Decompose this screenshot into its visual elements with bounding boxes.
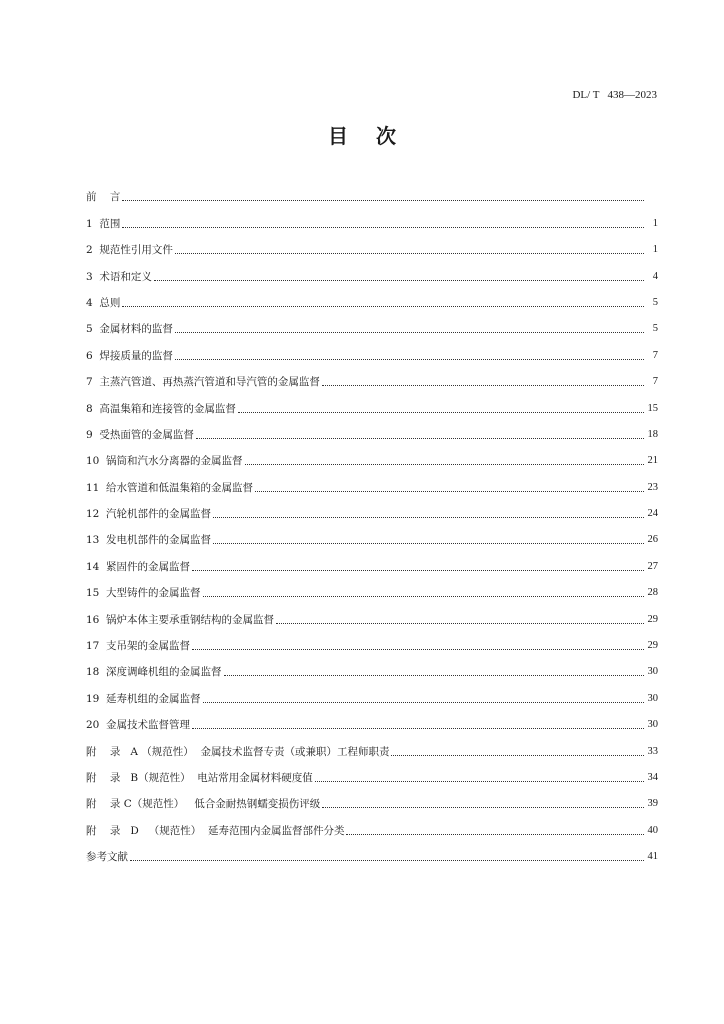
toc-leader-dots (224, 675, 644, 676)
toc-entry[interactable] (86, 204, 658, 230)
toc-entry-label: 3 术语和定义 (86, 270, 152, 283)
toc-entry-page: 29 (647, 613, 658, 625)
toc-entry[interactable] (86, 811, 658, 837)
toc-entry-label: 14 紧固件的金属监督 (86, 560, 191, 573)
toc-leader-dots (175, 332, 644, 333)
toc-entry-page: 5 (652, 296, 658, 308)
toc-leader-dots (346, 834, 644, 835)
toc-leader-dots (192, 649, 644, 650)
toc-entry-page: 41 (647, 851, 658, 863)
toc-entry[interactable] (86, 416, 658, 442)
toc-entry-page: 30 (647, 666, 658, 678)
document-code: DL/ T 438—2023 (572, 89, 657, 101)
toc-entry-label: 6 焊接质量的监督 (86, 349, 173, 362)
toc-entry-label: 12 汽轮机部件的金属监督 (86, 508, 212, 521)
toc-entry-page: 40 (647, 824, 658, 836)
toc-entry-label: 17 支吊架的金属监督 (86, 640, 191, 653)
toc-entry[interactable] (86, 706, 658, 732)
toc-entry-label: 8 高温集箱和连接管的金属监督 (86, 402, 236, 415)
toc-entry-label: 附 录 C（规范性） 低合金耐热钢蠕变损伤评级 (86, 798, 321, 811)
toc-leader-dots (154, 280, 644, 281)
toc-leader-dots (175, 359, 644, 360)
toc-entry[interactable] (86, 495, 658, 521)
toc-entry[interactable] (86, 336, 658, 362)
toc-entry[interactable] (86, 178, 658, 204)
toc-entry-page: 39 (647, 798, 658, 810)
toc-entry-label: 参考文献 (86, 851, 128, 864)
toc-entry-label: 10 锅筒和汽水分离器的金属监督 (86, 455, 243, 468)
toc-entry[interactable] (86, 257, 658, 283)
toc-entry[interactable] (86, 759, 658, 785)
toc-entry-page: 7 (652, 376, 658, 388)
toc-leader-dots (213, 543, 644, 544)
toc-entry-label: 16 锅炉本体主要承重钢结构的金属监督 (86, 613, 275, 626)
toc-entry[interactable] (86, 521, 658, 547)
toc-entry[interactable] (86, 231, 658, 257)
toc-leader-dots (192, 570, 644, 571)
toc-entry[interactable] (86, 547, 658, 573)
toc-leader-dots (122, 306, 644, 307)
toc-entry-page: 33 (647, 745, 658, 757)
toc-entry-label: 13 发电机部件的金属监督 (86, 534, 212, 547)
toc-leader-dots (203, 702, 644, 703)
toc-entry[interactable] (86, 363, 658, 389)
toc-entry[interactable] (86, 838, 658, 864)
toc-entry-label: 前 言 (86, 191, 121, 204)
toc-entry[interactable] (86, 653, 658, 679)
toc-entry[interactable] (86, 389, 658, 415)
toc-entry-page: 34 (647, 771, 658, 783)
toc-entry-label: 4 总则 (86, 296, 121, 309)
toc-entry-label: 附 录 A （规范性） 金属技术监督专责（或兼职）工程师职责 (86, 745, 390, 758)
toc-leader-dots (315, 781, 644, 782)
toc-entry[interactable] (86, 442, 658, 468)
toc-entry-page: 18 (647, 428, 658, 440)
toc-entry[interactable] (86, 679, 658, 705)
toc-leader-dots (122, 200, 644, 201)
toc-entry[interactable] (86, 284, 658, 310)
toc-entry[interactable] (86, 600, 658, 626)
toc-entry-page: 5 (652, 323, 658, 335)
toc-leader-dots (245, 464, 644, 465)
toc-leader-dots (322, 807, 644, 808)
toc-entry[interactable] (86, 732, 658, 758)
toc-entry-label: 11 给水管道和低温集箱的金属监督 (86, 481, 254, 494)
toc-entry-label: 7 主蒸汽管道、再热蒸汽管道和导汽管的金属监督 (86, 376, 320, 389)
toc-entry-page: 15 (647, 402, 658, 414)
toc-entry-page: 21 (647, 455, 658, 467)
toc-entry[interactable] (86, 310, 658, 336)
toc-leader-dots (322, 385, 644, 386)
toc-entry-label: 15 大型铸件的金属监督 (86, 587, 201, 600)
toc-entry-label: 19 延寿机组的金属监督 (86, 692, 201, 705)
toc-leader-dots (203, 596, 644, 597)
toc-leader-dots (255, 491, 644, 492)
toc-entry-page: 1 (652, 217, 658, 229)
toc-entry-page: 23 (647, 481, 658, 493)
toc-entry-label: 9 受热面管的金属监督 (86, 428, 194, 441)
toc-leader-dots (122, 227, 644, 228)
toc-entry-page: 30 (647, 692, 658, 704)
toc-entry-page: 1 (652, 244, 658, 256)
toc-entry-label: 2 规范性引用文件 (86, 244, 173, 257)
toc-entry-page: 28 (647, 587, 658, 599)
toc-leader-dots (391, 755, 644, 756)
toc-entry-label: 附 录 D （规范性） 延寿范围内金属监督部件分类 (86, 824, 345, 837)
toc-entry-page: 4 (652, 270, 658, 282)
toc-entry[interactable] (86, 627, 658, 653)
toc-leader-dots (196, 438, 644, 439)
toc-entry-page: 27 (647, 560, 658, 572)
toc-leader-dots (276, 623, 644, 624)
toc-entry-page: 26 (647, 534, 658, 546)
toc-entry[interactable] (86, 785, 658, 811)
toc-entry-page: 30 (647, 719, 658, 731)
toc-entry-label: 5 金属材料的监督 (86, 323, 173, 336)
toc-entry[interactable] (86, 574, 658, 600)
toc-leader-dots (213, 517, 644, 518)
toc-leader-dots (192, 728, 644, 729)
toc-entry-label: 1 范围 (86, 217, 121, 230)
toc-leader-dots (130, 860, 644, 861)
table-of-contents (86, 178, 658, 864)
toc-entry-label: 18 深度调峰机组的金属监督 (86, 666, 222, 679)
toc-leader-dots (238, 412, 644, 413)
toc-entry[interactable] (86, 468, 658, 494)
toc-entry-page: 24 (647, 508, 658, 520)
toc-entry-label: 附 录 B（规范性） 电站常用金属材料硬度值 (86, 771, 313, 784)
toc-leader-dots (175, 253, 644, 254)
page-title: 目次 (328, 124, 424, 148)
toc-entry-page: 29 (647, 640, 658, 652)
toc-entry-page: 7 (652, 349, 658, 361)
toc-entry-label: 20 金属技术监督管理 (86, 719, 191, 732)
